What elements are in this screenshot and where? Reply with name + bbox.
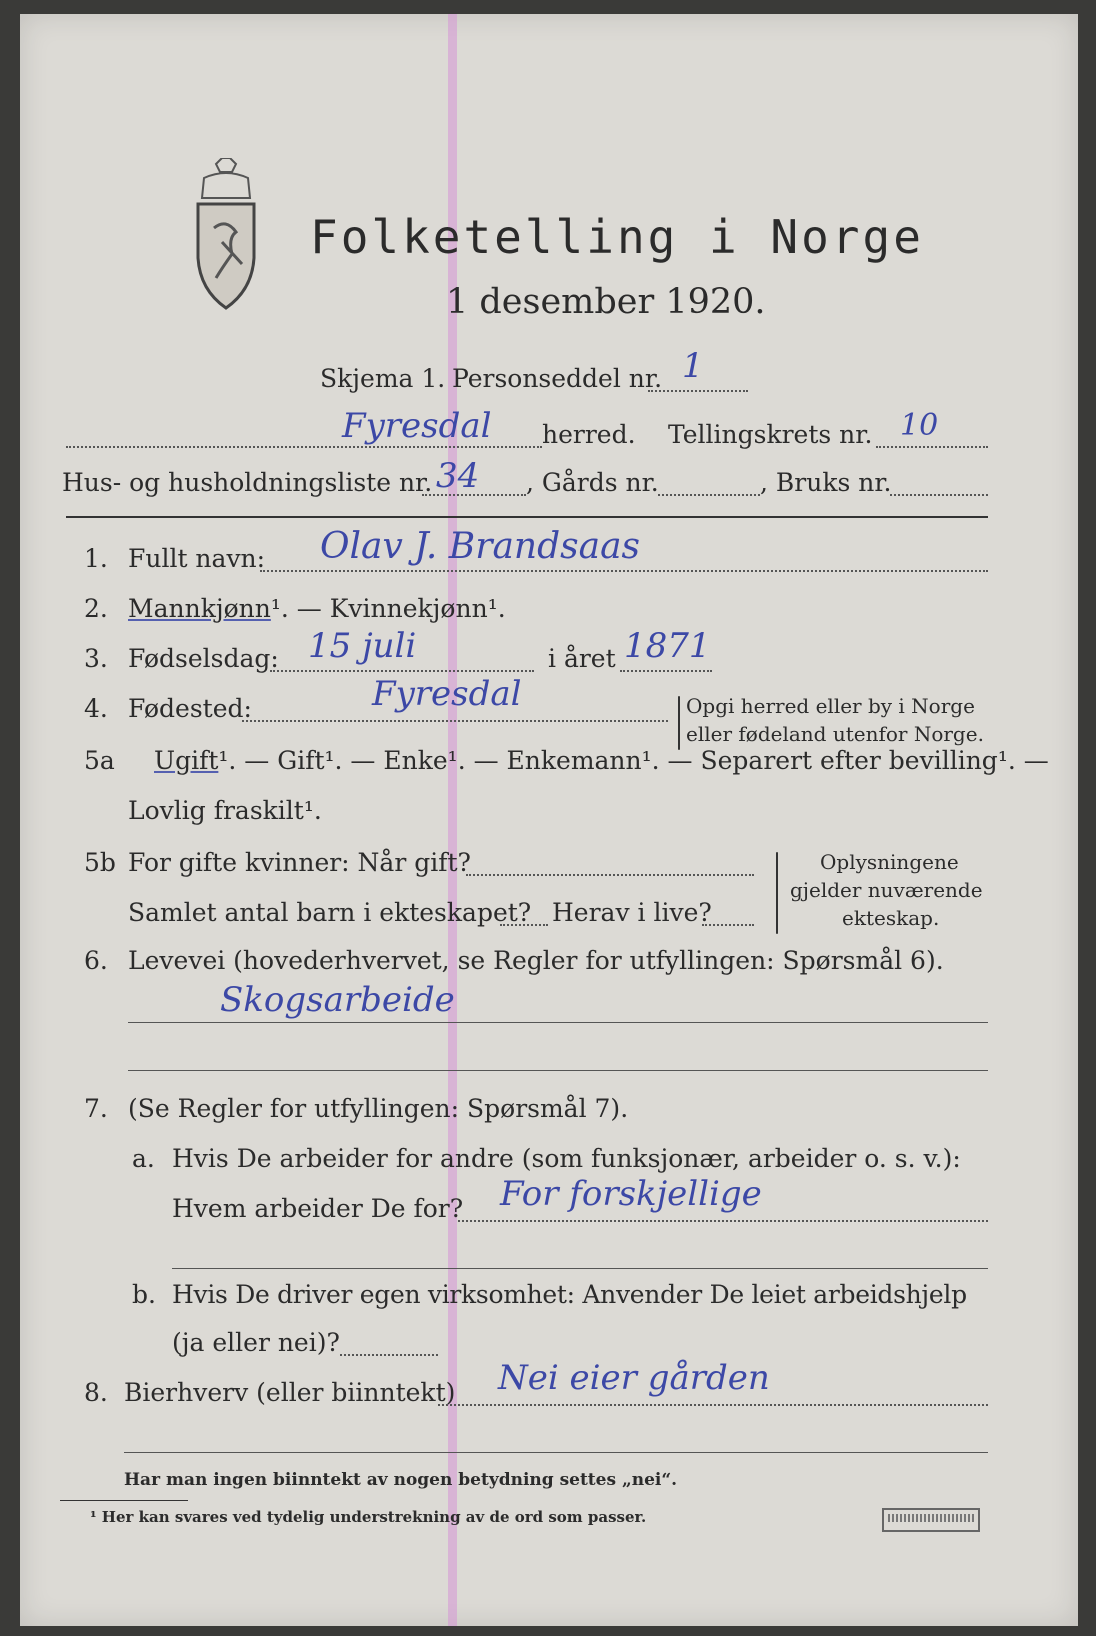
q7a-line <box>458 1220 988 1222</box>
q2-sep: . — <box>280 594 330 623</box>
hus-label: Hus- og husholdningsliste nr. <box>62 468 433 497</box>
q7a-line1: Hvis De arbeider for andre (som funksjonær, arbeider o. s. v.): <box>172 1144 961 1173</box>
q8-line <box>438 1404 988 1406</box>
q4-value[interactable]: Fyresdal <box>372 674 522 714</box>
q4-brace <box>678 696 680 750</box>
skjema-label: Skjema 1. <box>320 364 446 393</box>
tellingskrets-line <box>876 446 988 448</box>
herred-label: herred. <box>542 420 636 449</box>
q8-number: 8. <box>84 1378 108 1407</box>
q4-line <box>242 720 668 722</box>
q5b-note-1: Oplysningene <box>820 850 959 874</box>
q1-number: 1. <box>84 544 108 573</box>
q6-line-2 <box>128 1070 988 1071</box>
q2-male-option[interactable]: Mannkjønn <box>128 594 271 623</box>
personseddel-value[interactable]: 1 <box>682 346 704 386</box>
form-title: Folketelling i Norge <box>310 210 924 264</box>
q1-value[interactable]: Olav J. Brandsaas <box>320 526 641 567</box>
q5a-line2[interactable]: Lovlig fraskilt¹. <box>128 796 322 825</box>
q5a-ugift-sup: ¹ <box>218 746 229 775</box>
q7b-line <box>340 1354 438 1356</box>
q3-year-label: i året <box>548 644 616 673</box>
q7a-value[interactable]: For forskjellige <box>500 1174 762 1214</box>
bottom-note: Har man ingen biinntekt av nogen betydning settes „nei“. <box>124 1470 678 1490</box>
tellingskrets-label: Tellingskrets nr. <box>668 420 873 449</box>
q2-text <box>128 594 506 623</box>
herred-value[interactable]: Fyresdal <box>342 406 492 446</box>
q5b-note-2: gjelder nuværende <box>790 878 983 902</box>
q3-label: Fødselsdag: <box>128 644 279 673</box>
q4-note-1: Opgi herred eller by i Norge <box>686 694 975 718</box>
form-date: 1 desember 1920. <box>446 282 766 322</box>
q7a-line2: Hvem arbeider De for? <box>172 1194 464 1223</box>
q7b-line1: Hvis De driver egen virksomhet: Anvender De leiet arbeidshjelp <box>172 1280 967 1309</box>
q5a-ugift-option[interactable]: Ugift <box>154 746 219 775</box>
q3-year-value[interactable]: 1871 <box>624 626 711 666</box>
q3-year-line <box>620 670 712 672</box>
gards-label: , Gårds nr. <box>526 468 659 497</box>
personseddel-line <box>648 390 748 392</box>
q6-line-1 <box>128 1022 988 1023</box>
q3-line <box>270 670 534 672</box>
q4-label: Fødested: <box>128 694 252 723</box>
gards-line <box>658 494 760 496</box>
q3-number: 3. <box>84 644 108 673</box>
q5b-brace <box>776 852 778 934</box>
q6-label: Levevei (hovederhvervet, se Regler for utfyllingen: Spørsmål 6). <box>128 946 944 975</box>
footnote-divider <box>60 1500 188 1501</box>
q5b-number: 5b <box>84 848 116 877</box>
q7b-letter: b. <box>132 1280 156 1309</box>
coat-of-arms-icon <box>186 158 266 312</box>
q5b-children-line <box>500 924 548 926</box>
q6-value[interactable]: Skogsarbeide <box>220 980 455 1020</box>
q8-value[interactable]: Nei eier gården <box>498 1358 770 1398</box>
bruks-label: , Bruks nr. <box>760 468 892 497</box>
q8-label: Bierhverv (eller biinntekt) <box>124 1378 456 1407</box>
q2-female-option[interactable]: Kvinnekjønn <box>329 594 488 623</box>
personseddel-label: Personseddel nr. <box>452 364 663 393</box>
tellingskrets-value[interactable]: 10 <box>900 408 939 443</box>
q2-end: . <box>497 594 506 623</box>
printer-stamp-icon <box>882 1508 980 1532</box>
q7b-line2: (ja eller nei)? <box>172 1328 340 1357</box>
q1-label: Fullt navn: <box>128 544 266 573</box>
q5b-line1: For gifte kvinner: Når gift? <box>128 848 471 877</box>
q5b-alive-line <box>702 924 754 926</box>
q5a-number: 5a <box>84 746 115 775</box>
header-divider <box>66 516 988 518</box>
q4-note-2: eller fødeland utenfor Norge. <box>686 722 984 746</box>
q1-line <box>260 570 988 572</box>
q6-number: 6. <box>84 946 108 975</box>
q5b-note-3: ekteskap. <box>842 906 940 930</box>
q2-male-sup: ¹ <box>270 594 281 623</box>
q5b-children-label: Samlet antal barn i ekteskapet? <box>128 898 532 927</box>
q7-label: (Se Regler for utfyllingen: Spørsmål 7). <box>128 1094 629 1123</box>
q7a-line-2 <box>172 1268 988 1269</box>
herred-line <box>66 446 542 448</box>
q7-number: 7. <box>84 1094 108 1123</box>
bruks-line <box>890 494 988 496</box>
q2-number: 2. <box>84 594 108 623</box>
hus-value[interactable]: 34 <box>436 456 480 496</box>
q5b-when-line <box>466 874 754 876</box>
q4-number: 4. <box>84 694 108 723</box>
footnote: ¹ Her kan svares ved tydelig understrekning av de ord som passer. <box>90 1508 647 1526</box>
q5a-text <box>154 746 1049 775</box>
census-form-page <box>20 14 1078 1626</box>
q2-female-sup: ¹ <box>487 594 498 623</box>
q7a-letter: a. <box>132 1144 155 1173</box>
q5a-other-options[interactable]: . — Gift¹. — Enke¹. — Enkemann¹. — Separert efter bevilling¹. — <box>228 746 1049 775</box>
q3-value[interactable]: 15 juli <box>308 626 417 666</box>
q5b-alive-label: Herav i live? <box>552 898 712 927</box>
q8-line-2 <box>124 1452 988 1453</box>
